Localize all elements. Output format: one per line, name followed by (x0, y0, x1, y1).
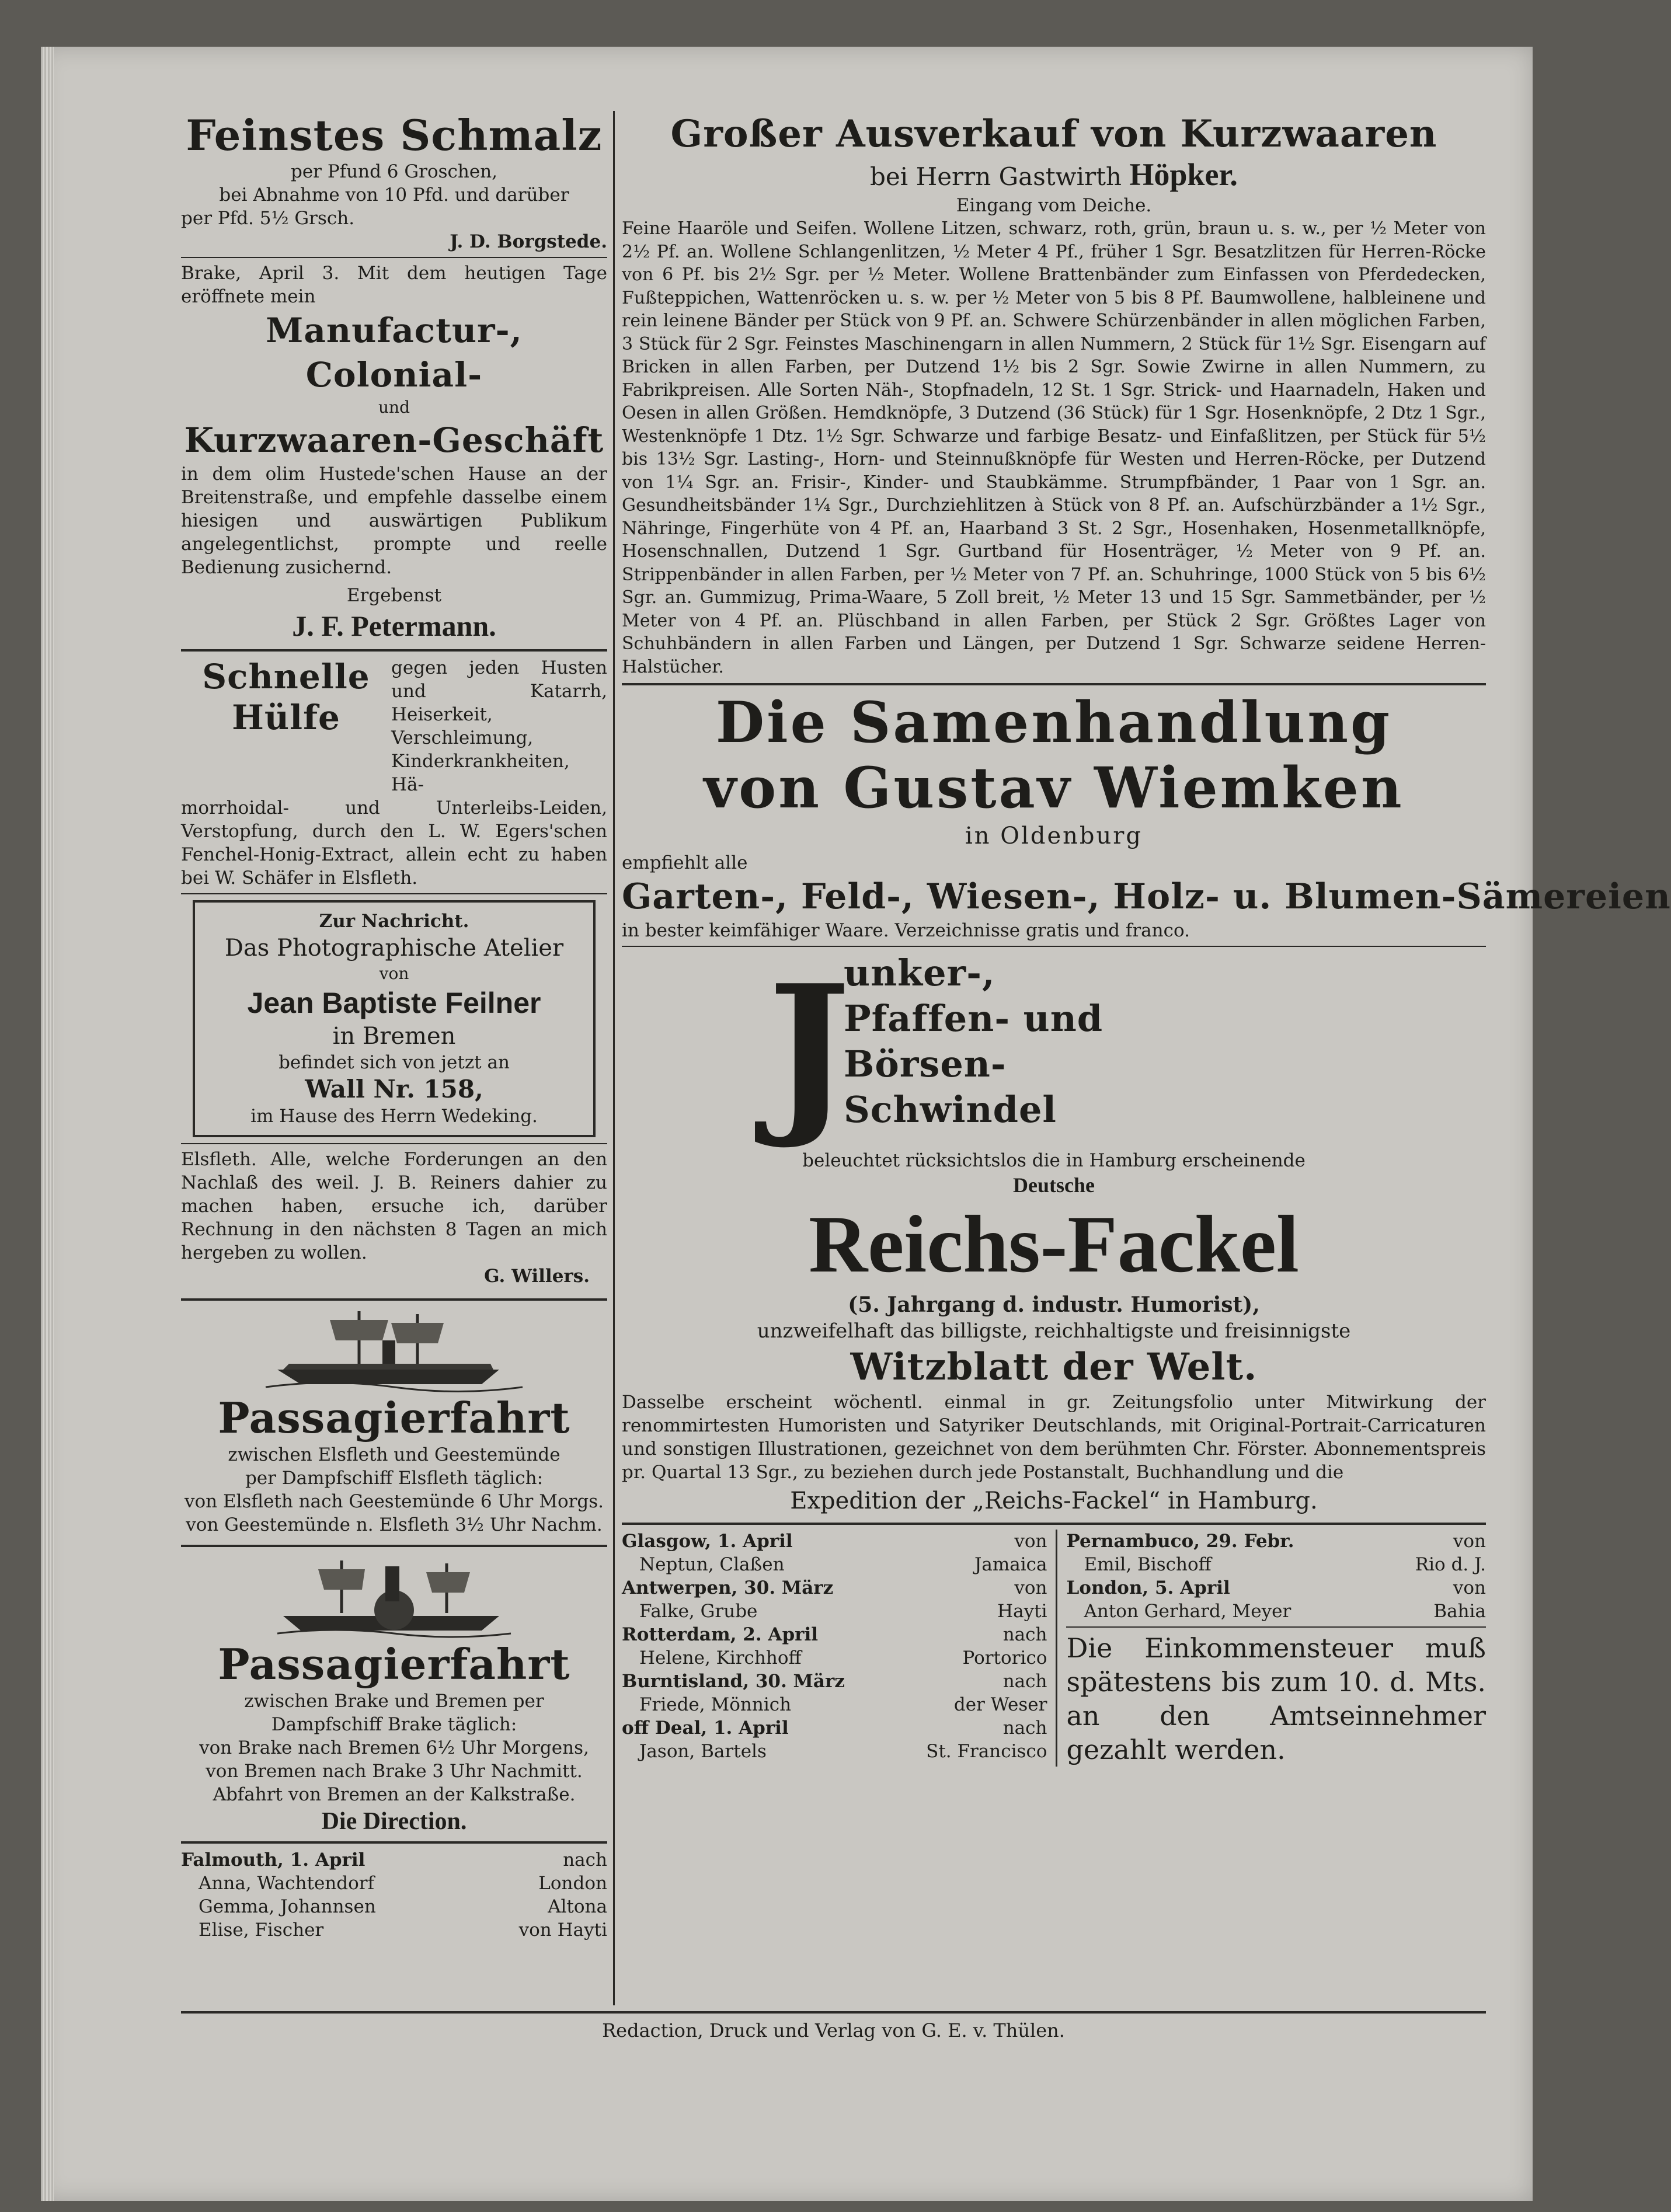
manufactur-sign: J. F. Petermann. (292, 609, 496, 642)
fahrt-line: per Dampfschiff Elsfleth täglich: (245, 1468, 544, 1489)
samen-headline: Garten-, Feld-, Wiesen-, Holz- u. Blumen-Sämereien (622, 876, 1671, 917)
fahrt-line: Abfahrt von Bremen an der Kalkstraße. (213, 1784, 576, 1805)
ship-row: Anton Gerhard, Meyer Bahia (1084, 1601, 1486, 1622)
manufactur-title: Kurzwaaren-Geschäft (184, 420, 604, 460)
schmalz-title: Feinstes Schmalz (186, 110, 603, 160)
fahrt-title: Passagierfahrt (218, 1639, 570, 1689)
ad-huelfe (181, 656, 607, 890)
column-divider (613, 111, 615, 2005)
ad-reiners (181, 1148, 607, 1288)
ship-row: Helene, Kirchhoff Portorico (639, 1647, 1047, 1668)
ship-row: Glasgow, 1. April von (622, 1531, 1047, 1552)
divider (181, 1298, 607, 1301)
divider (181, 893, 607, 894)
schmalz-line: per Pfund 6 Groschen, (290, 161, 498, 182)
fackel-headline: Witzblatt der Welt. (850, 1345, 1258, 1389)
ship-row: Anna, Wachtendorf London (199, 1873, 607, 1894)
shipping-news-right (622, 1530, 1486, 1767)
atelier-line: Das Photographische Atelier (224, 935, 564, 962)
atelier-name: Jean Baptiste Feilner (247, 987, 541, 1019)
kurz-title: Großer Ausverkauf von Kurzwaaren (670, 112, 1437, 156)
fahrt-line: von Geestemünde n. Elsfleth 3½ Uhr Nachm. (186, 1514, 603, 1535)
kurz-sub3: Eingang vom Deiche. (956, 195, 1152, 216)
huelfe-title: Schnelle (202, 657, 370, 696)
fackel-line: unker-, (844, 952, 995, 994)
huelfe-title: Hülfe (232, 698, 340, 737)
fackel-expedition: Expedition der „Reichs-Fackel“ in Hamburg. (790, 1488, 1318, 1514)
fackel-line: Deutsche (1013, 1173, 1095, 1197)
ship-row: Gemma, Johannsen Altona (199, 1896, 607, 1917)
schmalz-sign: J. D. Borgstede. (450, 231, 607, 252)
kurz-sub (622, 158, 1486, 194)
atelier-line: Wall Nr. 158, (305, 1075, 483, 1103)
ship-row: London, 5. April von (1066, 1577, 1486, 1598)
divider (181, 1545, 607, 1547)
manufactur-title: Manufactur-, Colonial- (266, 311, 523, 395)
footer-imprint: Redaction, Druck und Verlag von G. E. v. Thülen. (181, 2011, 1486, 2042)
ad-kurzwaaren (622, 111, 1486, 678)
kurz-sub-text: bei Herrn Gastwirth (870, 162, 1122, 191)
atelier-line: Zur Nachricht. (319, 911, 469, 932)
divider (622, 1523, 1486, 1525)
reiners-sign: G. Willers. (484, 1266, 590, 1287)
ship-row: off Deal, 1. April nach (622, 1718, 1047, 1739)
divider (181, 649, 607, 652)
right-column (622, 111, 1671, 1767)
ad-samenhandlung (622, 689, 1671, 942)
ship-row: Burntisland, 30. März nach (622, 1671, 1047, 1692)
fackel-body: Dasselbe erscheint wöchentl. einmal in gr. Zeitungsfolio unter Mitwirkung der renommirtesten Humoristen und Satyriker Deutschlands, mit Original-Portrait-Carricaturen und sonstigen Illustrationen, gezeichnet von dem berühmten Chr. Förster. Abonnementspreis pr. Quartal 13 Sgr., zu beziehen durch jede Postanstalt, Buchhandlung und die (622, 1392, 1486, 1483)
atelier-line: im Hause des Herrn Wedeking. (250, 1106, 538, 1127)
fahrt-sign: Die Direction. (321, 1808, 467, 1835)
kurz-sub-name: Höpker. (1129, 157, 1238, 192)
fackel-line: unzweifelhaft das billigste, reichhaltigste und freisinnigste (757, 1319, 1351, 1343)
ship-row: Falmouth, 1. April nach (181, 1849, 607, 1870)
fackel-title: Reichs-Fackel (809, 1199, 1299, 1290)
divider (181, 1841, 607, 1844)
fahrt-line: von Bremen nach Brake 3 Uhr Nachmitt. (206, 1761, 583, 1782)
steamship-icon (266, 1305, 523, 1393)
divider (622, 946, 1486, 947)
manufactur-body: in dem olim Hustede'schen Hause an der Breitenstraße, und empfehle dasselbe einem hiesigen und auswärtigen Publikum angelegentlichst, prompte und reelle Bedienung zusichernd. (181, 464, 607, 578)
samen-line: empfiehlt alle (622, 852, 748, 873)
ship-row: Elise, Fischer von Hayti (199, 1920, 607, 1941)
fackel-line: beleuchtet rücksichtslos die in Hamburg erscheinende (802, 1150, 1306, 1171)
samen-title: Die Samenhandlung (715, 689, 1392, 755)
left-column (181, 111, 607, 1942)
divider (181, 257, 607, 258)
ship-list (622, 1530, 1057, 1767)
fahrt-line: zwischen Brake und Bremen per (244, 1691, 544, 1712)
manufactur-und: und (378, 398, 410, 417)
fahrt-line: von Brake nach Bremen 6½ Uhr Morgens, (199, 1737, 589, 1758)
ship-row: Emil, Bischoff Rio d. J. (1084, 1554, 1486, 1575)
fahrt-line: zwischen Elsfleth und Geestemünde (228, 1444, 561, 1465)
divider (181, 1143, 607, 1144)
steuer-notice: Die Einkommensteuer muß spätestens bis zum 10. d. Mts. an den Amtseinnehmer gezahlt werden. (1066, 1632, 1486, 1765)
ad-schmalz (181, 111, 607, 253)
fackel-initial: J (768, 946, 851, 1152)
manufactur-intro: Brake, April 3. Mit dem heutigen Tage eröffnete mein (181, 263, 607, 307)
ad-reichs-fackel (622, 946, 1486, 1518)
samen-title: von Gustav Wiemken (704, 755, 1404, 821)
ship-row: Rotterdam, 2. April nach (622, 1624, 1047, 1645)
huelfe-body: morrhoidal- und Unterleibs-Leiden, Verstopfung, durch den L. W. Egers'schen Fenchel-Honig-Extract, allein echt zu haben bei W. Schäfer in Elsfleth. (181, 797, 607, 889)
samen-line: in Oldenburg (965, 823, 1143, 849)
schmalz-line: bei Abnahme von 10 Pfd. und darüber (219, 184, 569, 205)
manufactur-ergebenst: Ergebenst (346, 585, 442, 606)
ship-row: Neptun, Claßen Jamaica (639, 1554, 1047, 1575)
ad-fahrt-elsfleth (181, 1305, 607, 1537)
fackel-line: Pfaffen- und (844, 997, 1103, 1040)
kurz-body: Feine Haaröle und Seifen. Wollene Litzen, schwarz, roth, grün, braun u. s. w., per ½ Meter von 2½ Pf. an. Wollene Schlangenlitzen, ½ Meter 4 Pf., früher 1 Sgr. Besatzlitzen für Herren-Röcke von 6 Pf. bis 2½ Sgr. per ½ Meter. Wollene Brattenbänder zum Einfassen von Pferdedecken, Fußteppichen, Wattenröcken u. s. w. per ½ Meter von 5 bis 8 Pf. Baumwollene, halbleinene und rein leinene Bänder per Stück von 9 Pf. an. Schwere Schürzenbänder in allen möglichen Farben, 3 Stück für 2 Sgr. Feinstes Maschinengarn in allen Nummern, 2 Stück für 1½ Sgr. Eisengarn auf Bricken in allen Farben, per Dutzend 1½ bis 2 Sgr. Sowie Zwirne in allen Nummern, zu Fabrikpreisen. Alle Sorten Näh-, Stopfnadeln, 12 St. 1 Sgr. Strick- und Haarnadeln, Haken und Oesen in allen Größen. Hemdknöpfe, 3 Dutzend (36 Stück) für 1 Sgr. Hosenknöpfe, 2 Dtz 1 Sgr., Westenknöpfe 1 Dtz. 1½ Sgr. Schwarze und farbige Besatz- und Einfaßlitzen, per Stück für 5½ bis 13½ Sgr. Lasting-, Horn- und Steinnußknöpfe für Westen und Herren-Röcke, per Dutzend von 1¼ Sgr. an. Frisir-, Kinder- und Staubkämme. Strumpfbänder, 1 Paar von 1 Sgr. an. Gesundheitsbänder 1¼ Sgr., Durchziehlitzen à Stück von 8 Pf. an. Aufschürzbänder a 1½ Sgr., Nähringe, Fingerhüte von 4 Pf. an, Haarband 3 St. 2 Sgr., Hosenhaken, Hosenmetallknöpfe, Hosenschnallen, Dutzend 1 Sgr. Gurtband für Hosenträger, ½ Meter von 9 Pf. an. Strippenbänder in allen Farben, per ½ Meter von 7 Pf. an. Schuhringe, 1000 Stück von 5 bis 6½ Sgr. an. Gummizug, Prima-Waare, 5 Zoll breit, ½ Meter 13 und 15 Sgr. Sammetbänder, per ½ Meter von 4 Pf. an. Plüschband in allen Farben, per Stück 2 Sgr. Größtes Lager von Schuhbändern in allen Farben und Längen, per Dutzend 1 Sgr. Schwarze seidene Herren-Halstücher. (622, 218, 1486, 677)
ad-manufactur (181, 262, 607, 645)
fackel-line: Börsen- (844, 1043, 1007, 1085)
divider (1066, 1626, 1486, 1628)
samen-line: in bester keimfähiger Waare. Verzeichnisse gratis und franco. (622, 920, 1190, 941)
huelfe-side: gegen jeden Husten und Katarrh, Heiserkeit, Verschleimung, Kinderkrankheiten, Hä- (391, 657, 607, 795)
ship-row: Jason, Bartels St. Francisco (639, 1741, 1047, 1762)
fahrt-line: Dampfschiff Brake täglich: (271, 1714, 517, 1735)
atelier-line: befindet sich von jetzt an (278, 1052, 510, 1073)
ad-atelier (193, 900, 596, 1137)
paddle-steamer-icon (277, 1552, 511, 1639)
fackel-line: Schwindel (844, 1088, 1057, 1131)
shipping-news-left (181, 1848, 607, 1942)
ship-row: Antwerpen, 30. März von (622, 1577, 1047, 1598)
fahrt-title: Passagierfahrt (218, 1393, 570, 1443)
fackel-line: (5. Jahrgang d. industr. Humorist), (848, 1293, 1260, 1317)
divider (622, 683, 1486, 685)
ship-row: Falke, Grube Hayti (639, 1601, 1047, 1622)
ad-fahrt-brake (181, 1552, 607, 1837)
reiners-body: Elsfleth. Alle, welche Forderungen an den Nachlaß des weil. J. B. Reiners dahier zu machen haben, ersuche ich, darüber Rechnung in den nächsten 8 Tagen an mich hergeben zu wollen. (181, 1149, 607, 1263)
schmalz-line: per Pfd. 5½ Grsch. (181, 208, 355, 229)
ship-row: Friede, Mönnich der Weser (639, 1694, 1047, 1715)
page-edge (41, 47, 54, 2201)
fahrt-line: von Elsfleth nach Geestemünde 6 Uhr Morgs. (184, 1491, 604, 1512)
ship-list (1057, 1530, 1486, 1767)
atelier-line: in Bremen (332, 1023, 456, 1050)
ship-row: Pernambuco, 29. Febr. von (1066, 1531, 1486, 1552)
atelier-line: von (379, 964, 409, 983)
